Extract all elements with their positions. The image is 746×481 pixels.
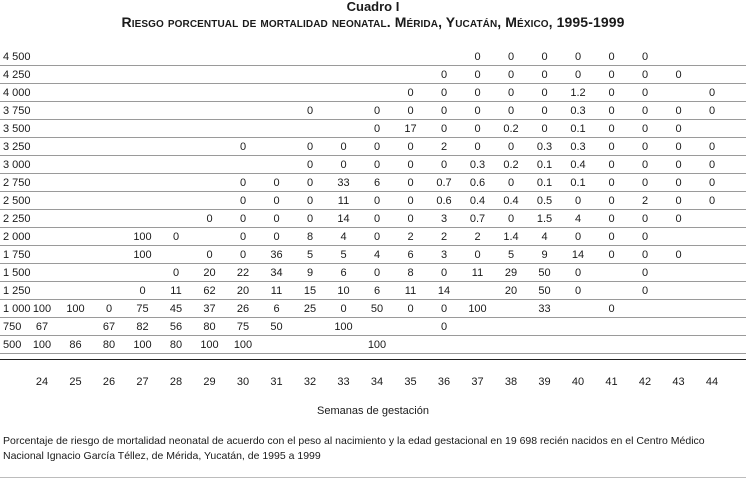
week-label: 27 — [136, 376, 149, 388]
table-cell: 0 — [474, 123, 481, 135]
table-cell: 100 — [133, 339, 152, 351]
table-cell: 4 — [340, 231, 347, 243]
table-cell: 0 — [474, 141, 481, 153]
table-cell: 0 — [273, 195, 280, 207]
table-cell: 0 — [440, 87, 448, 99]
table-cell: 8 — [407, 267, 414, 279]
table-cell: 0 — [608, 303, 615, 315]
table-cell: 0 — [507, 213, 515, 225]
table-cell: 26 — [236, 303, 250, 315]
table-cell: 0 — [675, 177, 682, 189]
table-cell: 0 — [708, 159, 716, 171]
table-cell: 0 — [608, 69, 615, 81]
table-cell: 29 — [504, 267, 518, 279]
table-cell: 0.4 — [503, 195, 519, 207]
table-cell: 100 — [32, 339, 52, 351]
table-cell: 0 — [541, 87, 548, 99]
table-cell: 100 — [200, 339, 219, 351]
table-cell: 0 — [507, 51, 515, 63]
table-cell: 80 — [169, 339, 183, 351]
table-cell: 100 — [468, 303, 487, 315]
table-cell: 11 — [170, 285, 182, 297]
table-cell: 50 — [538, 267, 551, 279]
x-axis-label: Semanas de gestación — [317, 405, 429, 417]
table-cell: 0.1 — [536, 177, 553, 189]
table-cell: 0 — [641, 285, 649, 297]
table-cell: 0 — [239, 213, 247, 225]
table-cell: 0 — [273, 177, 280, 189]
row-label: 4 250 — [3, 69, 31, 81]
table-cell: 6 — [273, 303, 280, 315]
table-cell: 10 — [337, 285, 350, 297]
table-cell: 0 — [574, 267, 582, 279]
table-cell: 0 — [574, 285, 582, 297]
row-rule — [0, 335, 746, 336]
table-cell: 2 — [407, 231, 414, 243]
table-cell: 0 — [373, 213, 381, 225]
week-label: 25 — [69, 376, 82, 388]
table-cell: 0 — [641, 231, 649, 243]
table-cell: 1.2 — [570, 87, 586, 99]
table-cell: 0 — [574, 195, 582, 207]
week-label: 29 — [203, 376, 216, 388]
table-cell: 0 — [507, 87, 515, 99]
table-cell: 75 — [136, 303, 149, 315]
table-cell: 0 — [474, 249, 481, 261]
table-cell: 2 — [440, 141, 448, 153]
table-cell: 25 — [303, 303, 317, 315]
table-cell: 0.4 — [570, 159, 586, 171]
table-cell: 0 — [306, 141, 314, 153]
row-label: 3 000 — [3, 159, 31, 171]
table-cell: 33 — [538, 303, 551, 315]
week-label: 36 — [437, 376, 451, 388]
row-rule — [0, 137, 746, 138]
row-rule — [0, 209, 746, 210]
table-cell: 0.5 — [536, 195, 553, 207]
week-label: 43 — [672, 376, 685, 388]
table-cell: 0.2 — [503, 123, 519, 135]
week-label: 26 — [102, 376, 116, 388]
table-cell: 2 — [641, 195, 649, 207]
table-cell: 0 — [641, 177, 649, 189]
table-cell: 0 — [608, 213, 615, 225]
table-cell: 0 — [574, 69, 582, 81]
table-cell: 2 — [474, 231, 481, 243]
table-cell: 0.3 — [570, 141, 586, 153]
row-label: 3 750 — [3, 105, 31, 117]
table-cell: 14 — [571, 249, 585, 261]
week-label: 41 — [605, 376, 618, 388]
week-label: 39 — [538, 376, 551, 388]
row-rule — [0, 83, 746, 84]
row-label: 4 500 — [3, 51, 31, 63]
table-cell: 4 — [541, 231, 548, 243]
table-cell: 0 — [440, 321, 448, 333]
table-cell: 0 — [306, 105, 314, 117]
table-cell: 0.4 — [469, 195, 486, 207]
table-cell: 56 — [169, 321, 183, 333]
table-cell: 0 — [440, 69, 448, 81]
table-cell: 0 — [340, 141, 347, 153]
table-cell: 0 — [373, 105, 381, 117]
table-cell: 0 — [407, 105, 414, 117]
week-label: 24 — [35, 376, 49, 388]
table-cell: 5 — [340, 249, 347, 261]
table-cell: 0 — [641, 87, 649, 99]
table-cell: 0.2 — [503, 159, 519, 171]
table-cell: 0 — [239, 141, 247, 153]
table-cell: 0 — [675, 123, 682, 135]
table-cell: 0 — [641, 249, 649, 261]
table-cell: 3 — [440, 249, 448, 261]
table-cell: 0 — [340, 303, 347, 315]
table-cell: 0 — [239, 249, 247, 261]
table-cell: 0 — [541, 123, 548, 135]
table-cell: 0 — [675, 105, 682, 117]
table-cell: 0 — [440, 105, 448, 117]
table-cell: 6 — [373, 177, 381, 189]
table-cell: 5 — [306, 249, 314, 261]
table-cell: 0 — [541, 105, 548, 117]
table-cell: 0 — [608, 159, 615, 171]
table-cell: 0.6 — [469, 177, 486, 189]
week-label: 30 — [236, 376, 250, 388]
row-label: 500 — [3, 339, 22, 351]
table-cell: 0 — [507, 69, 515, 81]
table-cell: 0.6 — [436, 195, 452, 207]
table-cell: 0 — [407, 213, 414, 225]
table-cell: 0 — [206, 249, 213, 261]
row-label: 4 000 — [3, 87, 31, 99]
row-label: 1 750 — [3, 249, 31, 261]
row-label: 2 250 — [3, 213, 31, 225]
table-cell: 67 — [102, 321, 116, 333]
table-cell: 62 — [203, 285, 216, 297]
table-cell: 0 — [474, 69, 481, 81]
table-cell: 100 — [133, 249, 152, 261]
row-rule — [0, 317, 746, 318]
table-cell: 0 — [407, 177, 414, 189]
table-cell: 0 — [608, 51, 615, 63]
table-cell: 0 — [708, 87, 716, 99]
table-cell: 100 — [133, 231, 152, 243]
table-cell: 15 — [303, 285, 317, 297]
table-cell: 0.1 — [536, 159, 553, 171]
table-cell: 1.5 — [536, 213, 553, 225]
table-cell: 0 — [172, 267, 180, 279]
row-rule — [0, 227, 746, 228]
table-cell: 0 — [608, 177, 615, 189]
week-label: 44 — [705, 376, 719, 388]
row-label: 3 500 — [3, 123, 31, 135]
table-cell: 0 — [608, 87, 615, 99]
table-cell: 0 — [407, 87, 414, 99]
table-cell: 33 — [337, 177, 350, 189]
table-cell: 11 — [337, 195, 350, 207]
row-label: 3 250 — [3, 141, 31, 153]
table-cell: 82 — [136, 321, 149, 333]
table-cell: 0 — [306, 213, 314, 225]
table-cell: 0 — [574, 51, 582, 63]
table-cell: 0 — [407, 195, 414, 207]
row-label: 1 250 — [3, 285, 31, 297]
table-cell: 80 — [203, 321, 216, 333]
row-label: 750 — [3, 321, 22, 333]
table-cell: 17 — [404, 123, 417, 135]
table-cell: 0 — [373, 123, 381, 135]
table-cell: 0.7 — [469, 213, 486, 225]
table-cell: 0 — [407, 303, 414, 315]
table-cell: 20 — [504, 285, 518, 297]
table-cell: 0 — [273, 231, 280, 243]
table-cell: 0.3 — [570, 105, 586, 117]
table-cell: 0 — [675, 69, 682, 81]
table-cell: 100 — [334, 321, 353, 333]
row-rule — [0, 155, 746, 156]
table-cell: 0 — [474, 105, 481, 117]
table-cell: 0 — [641, 159, 649, 171]
table-cell: 0 — [373, 159, 381, 171]
table-cell: 0 — [675, 159, 682, 171]
table-cell: 6 — [373, 285, 381, 297]
table-cell: 0.1 — [570, 123, 586, 135]
table-cell: 0 — [641, 213, 649, 225]
table-cell: 0 — [172, 231, 180, 243]
table-cell: 0 — [239, 195, 247, 207]
table-cell: 0 — [105, 303, 113, 315]
table-cell: 0 — [641, 51, 649, 63]
table-cell: 0 — [239, 231, 247, 243]
table-subtitle — [0, 14, 746, 30]
row-label: 2 000 — [3, 231, 31, 243]
week-label: 42 — [638, 376, 652, 388]
table-cell: 0 — [641, 123, 649, 135]
table-cell: 0 — [608, 105, 615, 117]
table-cell: 1.4 — [503, 231, 519, 243]
week-label: 31 — [270, 376, 283, 388]
table-cell: 0 — [373, 141, 381, 153]
table-cell: 0 — [306, 195, 314, 207]
table-cell: 0 — [507, 141, 515, 153]
table-cell: 75 — [236, 321, 250, 333]
table-cell: 6 — [340, 267, 347, 279]
week-label: 33 — [337, 376, 350, 388]
table-cell: 100 — [233, 339, 253, 351]
week-label: 40 — [571, 376, 585, 388]
table-cell: 4 — [373, 249, 381, 261]
table-cell: 0 — [239, 177, 247, 189]
table-cell: 0 — [641, 267, 649, 279]
table-cell: 0 — [608, 141, 615, 153]
table-caption: Porcentaje de riesgo de mortalidad neonatal de acuerdo con el peso al nacimiento y la edad gestacional en 19 698 recién nacidos en el Centro Médico Nacional Ignacio García Téllez, de Mérida, Yucatán, de 1995 a 1999 — [3, 435, 705, 462]
table-cell: 0 — [708, 177, 716, 189]
week-label: 37 — [471, 376, 484, 388]
table-cell: 36 — [270, 249, 283, 261]
table-cell: 0 — [340, 159, 347, 171]
table-subtitle-text: Riesgo porcentual de mortalidad neonatal. Mérida, Yucatán, México, 1995-1999 — [121, 14, 625, 30]
table-cell: 0 — [574, 231, 582, 243]
table-cell: 0 — [373, 195, 381, 207]
table-cell: 0 — [440, 303, 448, 315]
table-cell: 0 — [675, 141, 682, 153]
table-cell: 0 — [541, 69, 548, 81]
table-cell: 6 — [407, 249, 414, 261]
row-rule — [0, 263, 746, 264]
week-label: 38 — [504, 376, 518, 388]
table-cell: 4 — [574, 213, 582, 225]
table-cell: 0 — [608, 123, 615, 135]
table-cell: 20 — [203, 267, 216, 279]
week-label: 35 — [404, 376, 417, 388]
table-cell: 0 — [507, 177, 515, 189]
table-cell: 0.3 — [536, 141, 553, 153]
table-cell: 14 — [437, 285, 451, 297]
table-cell: 0 — [474, 87, 481, 99]
table-cell: 11 — [270, 285, 283, 297]
row-rule — [0, 299, 746, 300]
table-cell: 37 — [203, 303, 216, 315]
row-rule — [0, 173, 746, 174]
week-label: 28 — [169, 376, 183, 388]
table-cell: 0 — [440, 267, 448, 279]
table-cell: 100 — [367, 339, 387, 351]
table-cell: 0 — [641, 69, 649, 81]
table-cell: 86 — [69, 339, 82, 351]
table-cell: 14 — [337, 213, 350, 225]
table-cell: 0 — [675, 249, 682, 261]
row-rule — [0, 281, 746, 282]
row-rule — [0, 101, 746, 102]
table-cell: 2 — [440, 231, 448, 243]
row-rule — [0, 245, 746, 246]
table-cell: 0 — [608, 195, 615, 207]
week-axis-rule — [0, 359, 746, 360]
table-cell: 0 — [440, 123, 448, 135]
week-label: 32 — [303, 376, 317, 388]
week-label: 34 — [370, 376, 384, 388]
table-cell: 9 — [541, 249, 548, 261]
table-cell: 0 — [608, 249, 615, 261]
table-cell: 45 — [169, 303, 183, 315]
table-cell: 34 — [270, 267, 283, 279]
table-cell: 0 — [206, 213, 213, 225]
table-cell: 20 — [236, 285, 250, 297]
table-cell: 0 — [675, 195, 682, 207]
table-cell: 0.1 — [570, 177, 586, 189]
table-cell: 11 — [471, 267, 484, 279]
table-cell: 5 — [507, 249, 515, 261]
table-cell: 0.3 — [469, 159, 486, 171]
table-cell: 0 — [273, 213, 280, 225]
table-cell: 0.7 — [436, 177, 452, 189]
table-cell: 3 — [440, 213, 448, 225]
table-title: Cuadro I — [346, 0, 400, 14]
table-cell: 0 — [474, 51, 481, 63]
row-label: 1 000 — [3, 303, 31, 315]
table-cell: 0 — [708, 141, 716, 153]
table-cell: 11 — [404, 285, 417, 297]
table-cell: 0 — [541, 51, 548, 63]
table-cell: 0 — [373, 231, 381, 243]
row-rule — [0, 353, 746, 354]
row-rule — [0, 191, 746, 192]
table-cell: 100 — [66, 303, 85, 315]
table-cell: 0 — [675, 213, 682, 225]
table-cell: 0 — [641, 105, 649, 117]
table-cell: 50 — [270, 321, 283, 333]
table-cell: 0 — [440, 159, 448, 171]
table-cell: 0 — [407, 159, 414, 171]
row-rule — [0, 119, 746, 120]
table-cell: 50 — [538, 285, 551, 297]
row-label: 2 500 — [3, 195, 31, 207]
table-cell: 100 — [32, 303, 52, 315]
table-cell: 67 — [35, 321, 49, 333]
table-cell: 22 — [236, 267, 250, 279]
table-cell: 0 — [641, 141, 649, 153]
table-cell: 0 — [373, 267, 381, 279]
bottom-rule — [0, 477, 746, 478]
table-cell: 0 — [708, 195, 716, 207]
row-label: 2 750 — [3, 177, 31, 189]
table-cell: 0 — [507, 105, 515, 117]
table-cell: 9 — [306, 267, 314, 279]
table-cell: 8 — [306, 231, 314, 243]
table-cell: 0 — [608, 231, 615, 243]
table-cell: 0 — [139, 285, 146, 297]
table-cell: 0 — [407, 141, 414, 153]
table-cell: 50 — [370, 303, 384, 315]
table-cell: 80 — [102, 339, 116, 351]
table-cell: 0 — [708, 105, 716, 117]
table-cell: 0 — [306, 177, 314, 189]
row-rule — [0, 65, 746, 66]
row-label: 1 500 — [3, 267, 31, 279]
table-cell: 0 — [306, 159, 314, 171]
